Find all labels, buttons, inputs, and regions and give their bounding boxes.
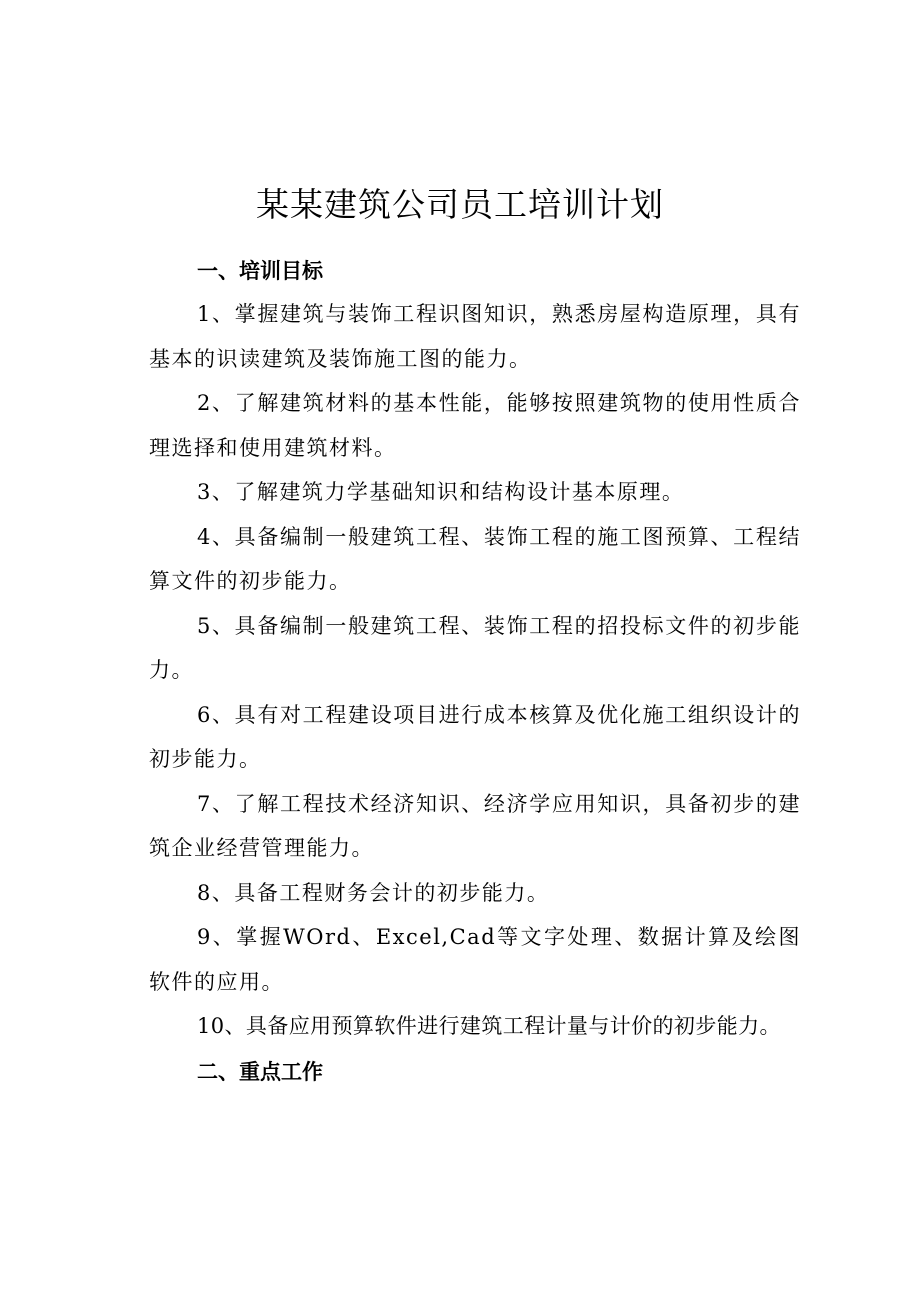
goal-item-6: 6、具有对工程建设项目进行成本核算及优化施工组织设计的初步能力。 [149, 702, 801, 771]
goal-item-9: 9、掌握WOrd、Excel,Cad等文字处理、数据计算及绘图软件的应用。 [149, 925, 801, 994]
goal-item-7: 7、了解工程技术经济知识、经济学应用知识，具备初步的建筑企业经营管理能力。 [149, 791, 801, 860]
goal-item-5: 5、具备编制一般建筑工程、装饰工程的招投标文件的初步能力。 [149, 613, 801, 682]
document-title: 某某建筑公司员工培训计划 [256, 185, 664, 225]
goal-item-10: 10、具备应用预算软件进行建筑工程计量与计价的初步能力。 [197, 1014, 781, 1038]
goal-item-2: 2、了解建筑材料的基本性能，能够按照建筑物的使用性质合理选择和使用建筑材料。 [149, 391, 801, 460]
section-heading-training-goals: 一、培训目标 [197, 259, 323, 283]
goal-item-4: 4、具备编制一般建筑工程、装饰工程的施工图预算、工程结算文件的初步能力。 [149, 524, 801, 593]
goal-item-1: 1、掌握建筑与装饰工程识图知识，熟悉房屋构造原理，具有基本的识读建筑及装饰施工图的能力。 [149, 302, 801, 371]
document-body [149, 250, 801, 1093]
section-heading-key-work: 二、重点工作 [197, 1059, 323, 1084]
goal-item-3: 3、了解建筑力学基础知识和结构设计基本原理。 [197, 480, 685, 504]
goal-item-8: 8、具备工程财务会计的初步能力。 [197, 880, 550, 905]
